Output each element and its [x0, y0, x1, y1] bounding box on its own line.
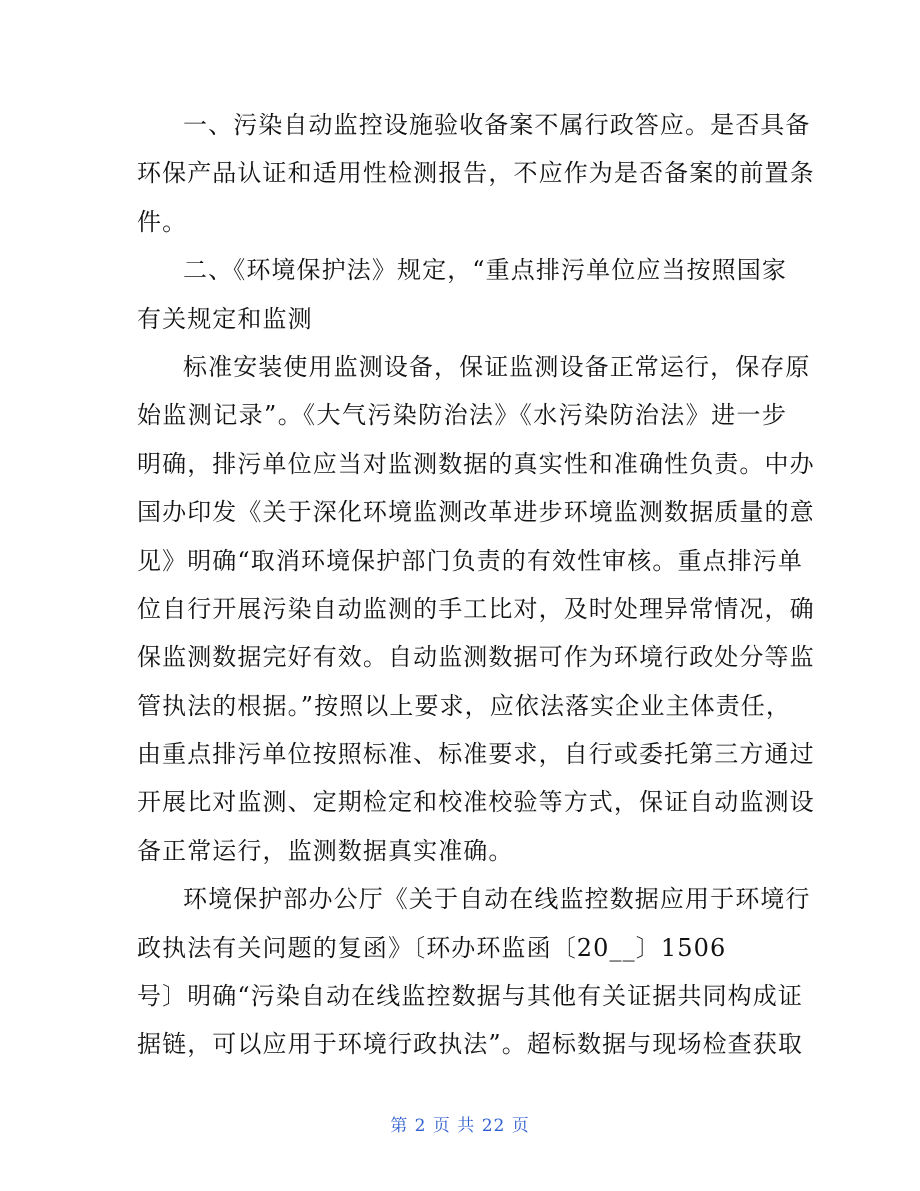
page-footer: 第 2 页 共 22 页 [390, 1116, 530, 1136]
text-line: 标准安装使用监测设备，保证监测设备正常运行，保存原 [183, 352, 811, 381]
text-line: 政执法有关问题的复函》〔环办环监函〔20__〕1506 [137, 933, 727, 962]
text-line: 始监测记录”。《大气污染防治法》《水污染防治法》进一步 [137, 401, 787, 430]
text-line: 环境保护部办公厅《关于自动在线监控数据应用于环境行 [183, 885, 811, 914]
text-line: 二、《环境保护法》规定，“重点排污单位应当按照国家 [183, 256, 787, 285]
text-line: 件。 [137, 207, 188, 236]
text-line: 保监测数据完好有效。自动监测数据可作为环境行政处分等监 [137, 643, 815, 672]
text-line: 位自行开展污染自动监测的手工比对，及时处理异常情况，确 [137, 594, 815, 623]
text-line: 据链，可以应用于环境行政执法”。超标数据与现场检查获取 [137, 1030, 803, 1059]
text-line: 环保产品认证和适用性检测报告，不应作为是否备案的前置条 [137, 159, 815, 188]
text-line: 备正常运行，监测数据真实准确。 [137, 836, 514, 865]
text-line: 见》明确“取消环境保护部门负责的有效性审核。重点排污单 [137, 546, 803, 575]
text-line: 开展比对监测、定期检定和校准校验等方式，保证自动监测设 [137, 788, 815, 817]
text-line: 号〕明确“污染自动在线监控数据与其他有关证据共同构成证 [137, 982, 803, 1011]
text-line: 由重点排污单位按照标准、标准要求，自行或委托第三方通过 [137, 740, 815, 769]
text-line: 一、污染自动监控设施验收备案不属行政答应。是否具备 [183, 111, 811, 139]
text-line: 国办印发《关于深化环境监测改革进步环境监测数据质量的意 [137, 498, 815, 527]
text-line: 管执法的根据。”按照以上要求，应依法落实企业主体责任， [137, 691, 791, 720]
document-body [137, 101, 815, 1069]
text-line: 有关规定和监测 [137, 304, 313, 333]
text-line: 明确，排污单位应当对监测数据的真实性和准确性负责。中办 [137, 449, 815, 478]
